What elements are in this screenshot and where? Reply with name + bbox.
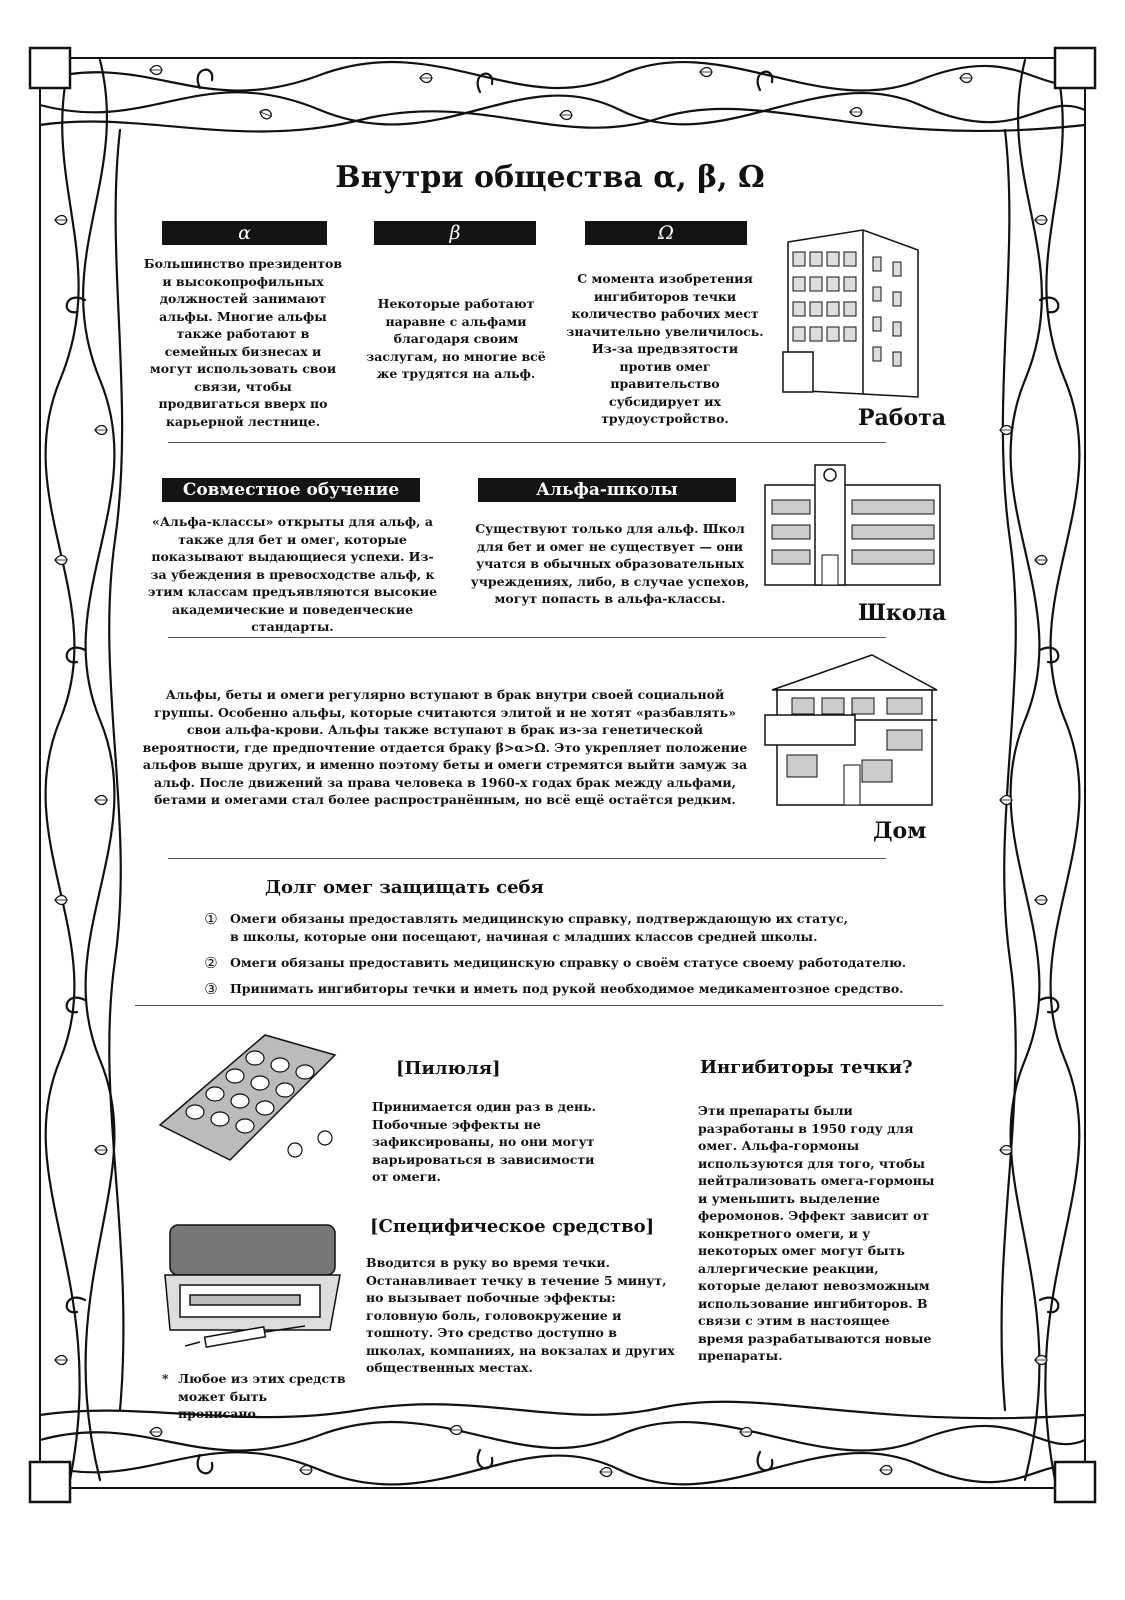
coed-label-bar: Совместное обучение xyxy=(162,478,420,502)
inhibitors-text: Эти препараты были разработаны в 1950 году для омег. Альфа-гормоны используются для того, чтобы нейтрализовать омега-гормоны и уменьшить выделение феромонов. Эффект зависит от конкретного омеги, и у некоторых омег могут быть аллергические реакции, которые делают невозможным использование ингибиторов. В связи с этим в настоящее время разрабатываются новые препараты. xyxy=(698,1103,935,1363)
school-building-illustration xyxy=(760,460,945,590)
omega-work-text: С момента изобретения ингибиторов течки количество рабочих мест значительно увеличилось. Из-за предвзятости против омег правительство субсидирует их трудоустройство. xyxy=(566,271,764,426)
page-title: Внутри общества α, β, Ω xyxy=(335,160,765,195)
specific-text: Вводится в руку во время течки. Останавливает течку в течение 5 минут, но вызывает побочные эффекты: головную боль, головокружение и тошноту. Это средство доступно в школах, компаниях, на вокзалах и других общественных местах. xyxy=(366,1255,675,1375)
pill-text: Принимается один раз в день. Побочные эффекты не зафиксированы, но они могут варьироваться в зависимости от омеги. xyxy=(372,1099,597,1184)
work-caption: Работа xyxy=(858,405,947,431)
footnote-text: Любое из этих средств может быть прописано. xyxy=(178,1371,346,1421)
alpha-schools-text: Существуют только для альф. Школ для бет и омег не существует — они учатся в обычных образовательных учреждениях, либо, в случае успехов, могут попасть в альфа-классы. xyxy=(470,521,750,606)
duty-num-1: ① xyxy=(204,910,218,928)
duty-text-1-line1: Омеги обязаны предоставлять медицинскую справку, подтверждающую их статус, xyxy=(230,911,848,926)
injector-case-illustration xyxy=(155,1220,345,1365)
duty-title: Долг омег защищать себя xyxy=(265,877,544,898)
footnote-mark: * xyxy=(162,1371,169,1386)
divider-school xyxy=(168,637,886,638)
alpha-work-text: Большинство президентов и высокопрофильных должностей занимают альфы. Многие альфы также работают в семейных бизнесах и могут использовать свои связи, чтобы продвигаться вверх по карьерной лестнице. xyxy=(143,256,343,429)
duty-text-2: Омеги обязаны предоставить медицинскую справку о своём статусе своему работодателю. xyxy=(230,955,907,970)
duty-item-1 xyxy=(200,910,940,946)
divider-home xyxy=(168,858,886,859)
duty-text-1 xyxy=(230,910,848,946)
home-text: Альфы, беты и омеги регулярно вступают в брак внутри своей социальной группы. Особенно альфы, которые считаются элитой и не хотят «разбавлять» свои альфа-крови. Альфы также вступают в брак из-за генетической вероятности, где предпочтение отдается браку β>α>Ω. Это укрепляет положение альфов выше других, и именно поэтому беты и омеги стремятся выйти замуж за альф. После движений за права человека в 1960-х годах брак между альфами, бетами и омегами стал более распространённым, но всё ещё остаётся редким. xyxy=(142,687,748,807)
school-caption: Школа xyxy=(858,600,947,626)
beta-work-text: Некоторые работают наравне с альфами благодаря своим заслугам, но многие всё же трудятся на альф. xyxy=(366,296,546,381)
omega-label-bar: Ω xyxy=(585,221,747,245)
pill-blister-pack-illustration xyxy=(155,1030,345,1170)
duty-list xyxy=(200,910,940,998)
coed-text: «Альфа-классы» открыты для альф, а также для бет и омег, которые показывают выдающиеся успехи. Из-за убеждения в превосходстве альф, к этим классам предъявляются высокие академические и поведенческие стандарты. xyxy=(147,514,438,634)
duty-item-2 xyxy=(200,954,940,972)
alpha-label-bar: α xyxy=(162,221,327,245)
beta-label-bar: β xyxy=(374,221,536,245)
duty-num-2: ② xyxy=(204,954,218,972)
duty-num-3: ③ xyxy=(204,980,218,998)
inhibitors-title: Ингибиторы течки? xyxy=(700,1057,913,1078)
house-illustration xyxy=(762,650,942,810)
alpha-schools-label-bar: Альфа-школы xyxy=(478,478,736,502)
office-building-illustration xyxy=(778,222,928,402)
pill-title: [Пилюля] xyxy=(396,1058,501,1079)
duty-item-3 xyxy=(200,980,940,998)
specific-title: [Специфическое средство] xyxy=(370,1216,655,1237)
duty-text-3: Принимать ингибиторы течки и иметь под рукой необходимое медикаментозное средство. xyxy=(230,981,904,996)
divider-duty xyxy=(135,1005,943,1006)
divider-work xyxy=(168,442,886,443)
home-caption: Дом xyxy=(873,818,927,844)
duty-text-1-line2: в школы, которые они посещают, начиная с младших классов средней школы. xyxy=(230,929,818,944)
